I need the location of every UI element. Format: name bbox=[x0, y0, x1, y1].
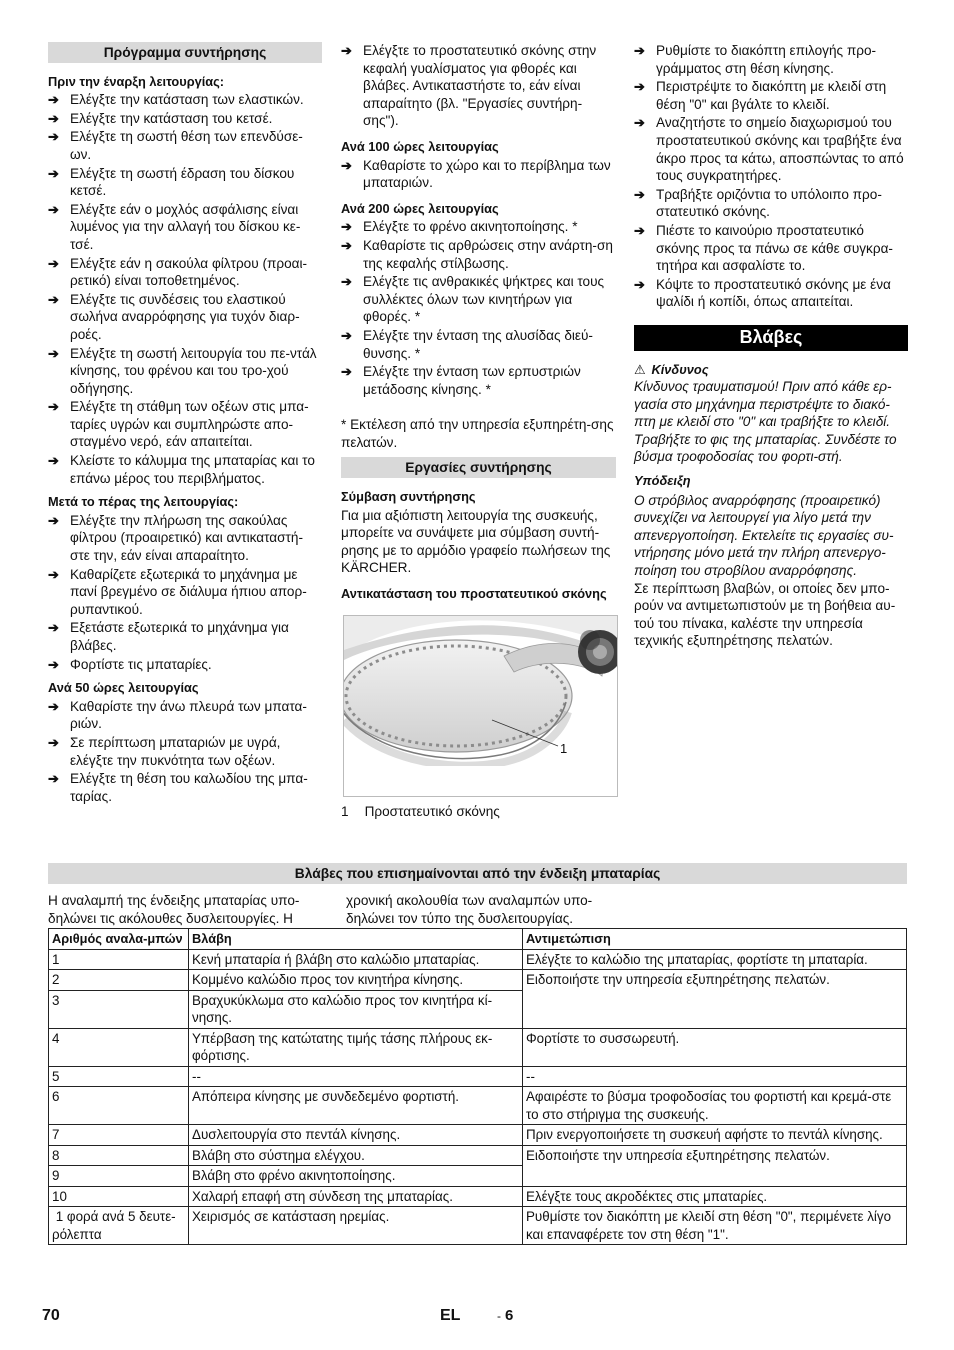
cell-fault: Βλάβη στο σύστημα ελέγχου. bbox=[189, 1145, 523, 1166]
table-intro-left: Η αναλαμπή της ένδειξης μπαταρίας υπο-δηλώνει τις ακόλουθες δυσλειτουργίες. Η bbox=[48, 893, 300, 926]
danger-heading bbox=[634, 361, 908, 379]
cell-remedy: Ρυθμίστε τον διακόπτη με κλειδί στη θέση "0", περιμένετε λίγο και επαναφέρετε τον στη θέση "1". bbox=[523, 1207, 907, 1245]
list-item-text: Ελέγξτε τη στάθμη των οξέων στις μπα-ταρίες υγρών και συμπληρώστε απο-σταγμένο νερό, εάν απαιτείται. bbox=[70, 399, 309, 450]
list-item bbox=[48, 734, 322, 769]
list-item-text: Ελέγξτε την πλήρωση της σακούλας φίλτρου (προαιρετικό) και αντικαταστή-στε την, εάν είναι απαραίτητο. bbox=[70, 512, 303, 564]
list-item-text: Κλείστε το κάλυμμα της μπαταρίας και το επάνω μέρος του περιβλήματος. bbox=[70, 453, 315, 486]
cell-fault: -- bbox=[189, 1066, 523, 1087]
list-item-text: Ελέγξτε τη σωστή έδραση του δίσκου κετσέ. bbox=[70, 165, 295, 199]
list-item bbox=[48, 110, 322, 128]
list-item-text: Αναζητήστε το σημείο διαχωρισμού του προστατευτικού σκόνης και τραβήξτε ένα άκρο προς τα κάτω, αποσπώντας το από τους συγκρατητήρες. bbox=[656, 115, 904, 184]
page-number: 70 bbox=[42, 1307, 60, 1324]
figure-caption-text: Προστατευτικό σκόνης bbox=[364, 803, 500, 819]
column-1 bbox=[48, 42, 322, 806]
cell-remedy: Ελέγξτε τους ακροδέκτες στις μπαταρίες. bbox=[523, 1186, 907, 1207]
list-item bbox=[341, 42, 616, 130]
cell-flash-count: 7 bbox=[49, 1125, 189, 1146]
subheading-maintenance-contract: Σύμβαση συντήρησης bbox=[341, 489, 476, 505]
cell-fault: Δυσλειτουργία στο πεντάλ κίνησης. bbox=[189, 1125, 523, 1146]
table-row bbox=[49, 1066, 907, 1087]
arrow-bullet-icon: ➔ bbox=[341, 237, 352, 253]
arrow-bullet-icon: ➔ bbox=[48, 165, 59, 181]
danger-text: Κίνδυνος τραυματισμού! Πριν από κάθε ερ-γασία στο μηχάνημα περιστρέψτε το διακό-πτη με κλειδί στο "0" και τραβήξτε το κλειδί. Τραβήξτε το φις της μπαταρίας. Συνδέστε το βύσμα τροφοδοσίας του φορτι-στή. bbox=[634, 379, 897, 465]
list-item-text: Ελέγξτε τη θέση του καλωδίου της μπα-ταρίας. bbox=[70, 771, 308, 804]
contract-text: Για μια αξιόπιστη λειτουργία της συσκευής, μπορείτε να συνάψετε μια σύμβαση συντή-ρησης με το αρμόδιο γραφείο πωλήσεων της KÄRCHER. bbox=[341, 507, 611, 576]
table-row bbox=[49, 949, 907, 970]
list-item bbox=[341, 157, 616, 192]
list-item-text: Ρυθμίστε το διακόπτη επιλογής προ-γράμματος στη θέση κίνησης. bbox=[656, 43, 877, 76]
dust-guard-illustration bbox=[344, 616, 617, 796]
subheading-100-hours: Ανά 100 ώρες λειτουργίας bbox=[341, 138, 499, 154]
list-item-text: Πιέστε το καινούριο προστατευτικό σκόνης προς τα πάνω σε κάθε συγκρα-τητήρα και ασφαλίστε το. bbox=[656, 222, 893, 274]
cell-fault: Χειρισμός σε κατάσταση ηρεμίας. bbox=[189, 1207, 523, 1245]
cell-fault: Χαλαρή επαφή στη σύνδεση της μπαταρίας. bbox=[189, 1186, 523, 1207]
list-item bbox=[48, 698, 322, 733]
arrow-bullet-icon: ➔ bbox=[48, 656, 59, 672]
table-row bbox=[49, 1087, 907, 1125]
figure-caption bbox=[341, 803, 616, 821]
list-item-text: Κόψτε το προστατευτικό σκόνης με ένα ψαλίδι ή κοπίδι, όπως απαιτείται. bbox=[656, 276, 891, 310]
sub-page-value: 6 bbox=[505, 1307, 514, 1324]
list-item-text: Εξετάστε εξωτερικά το μηχάνημα για βλάβες. bbox=[70, 620, 289, 653]
list-item bbox=[634, 222, 908, 275]
list-item-text: Ελέγξτε εάν ο μοχλός ασφάλισης είναι λυμένος για την αλλαγή του δίσκου κε-τσέ. bbox=[70, 201, 301, 252]
list-item bbox=[48, 201, 322, 254]
arrow-bullet-icon: ➔ bbox=[48, 453, 59, 469]
list-item bbox=[341, 273, 616, 326]
arrow-bullet-icon: ➔ bbox=[341, 327, 352, 343]
sub-page-number bbox=[497, 1307, 513, 1326]
cell-flash-count: 4 bbox=[49, 1028, 189, 1066]
arrow-bullet-icon: ➔ bbox=[48, 255, 59, 271]
list-item-text: Ελέγξτε τη σωστή λειτουργία του πε-ντάλ κίνησης, του φρένου και του τρο-χού οδήγησης. bbox=[70, 345, 317, 396]
hint-title: Υπόδειξη bbox=[634, 473, 691, 489]
arrow-bullet-icon: ➔ bbox=[48, 201, 59, 217]
arrow-bullet-icon: ➔ bbox=[48, 291, 59, 307]
list-item-text: Ελέγξτε την ένταση της αλυσίδας διεύ-θυνσης. * bbox=[363, 327, 593, 361]
arrow-bullet-icon: ➔ bbox=[634, 43, 645, 58]
dust-guard-figure bbox=[343, 615, 618, 797]
list-item-text: Ελέγξτε τις ανθρακικές ψήκτρες και τους συλλέκτες όλων των κινητήρων για φθορές. * bbox=[363, 274, 605, 325]
table-intro-right: χρονική ακολουθία των αναλαμπών υπο-δηλώνει τον τύπο της δυσλειτουργίας. bbox=[346, 893, 593, 926]
battery-fault-table bbox=[48, 928, 907, 1245]
arrow-bullet-icon: ➔ bbox=[48, 771, 59, 787]
table-row bbox=[49, 1028, 907, 1066]
cell-flash-count: 5 bbox=[49, 1066, 189, 1087]
table-row bbox=[49, 970, 907, 991]
subheading-after-operation: Μετά το πέρας της λειτουργίας: bbox=[48, 494, 239, 510]
list-item bbox=[341, 237, 616, 272]
arrow-bullet-icon: ➔ bbox=[48, 129, 59, 145]
arrow-bullet-icon: ➔ bbox=[48, 734, 59, 750]
cell-fault: Υπέρβαση της κατώτατης τιμής τάσης πλήρους εκ-φόρτισης. bbox=[189, 1028, 523, 1066]
table-row bbox=[49, 1186, 907, 1207]
list-item bbox=[634, 78, 908, 113]
cell-remedy: Ειδοποιήστε την υπηρεσία εξυπηρέτησης πελατών. bbox=[523, 1145, 907, 1186]
list-item bbox=[48, 91, 322, 109]
subheading-replace-dust-guard: Αντικατάσταση του προστατευτικού σκόνης bbox=[341, 586, 607, 602]
arrow-bullet-icon: ➔ bbox=[341, 364, 352, 380]
cell-flash-count: 10 bbox=[49, 1186, 189, 1207]
list-item-text: Ελέγξτε την κατάσταση των ελαστικών. bbox=[70, 92, 304, 108]
list-item bbox=[634, 42, 908, 77]
list-item-text: Ελέγξτε τις συνδέσεις του ελαστικού σωλήνα αναρρόφησης για τυχόν διαρ-ροές. bbox=[70, 291, 300, 342]
cell-fault: Βλάβη στο φρένο ακινητοποίησης. bbox=[189, 1166, 523, 1187]
list-item bbox=[48, 291, 322, 344]
list-item bbox=[48, 770, 322, 805]
cell-fault: Κενή μπαταρία ή βλάβη στο καλώδιο μπαταρίας. bbox=[189, 949, 523, 970]
header-flash-count: Αριθμός αναλα-μπών bbox=[49, 929, 189, 950]
list-item bbox=[48, 512, 322, 565]
before-list bbox=[48, 91, 322, 487]
arrow-bullet-icon: ➔ bbox=[634, 115, 645, 131]
list-item-text: Ελέγξτε εάν η σακούλα φίλτρου (προαι-ρετικό) είναι τοποθετημένος. bbox=[70, 255, 308, 289]
list-item bbox=[341, 327, 616, 362]
cell-remedy: Αφαιρέστε το βύσμα τροφοδοσίας του φορτιστή και κρεμά-στε το στο στήριγμα της συσκευής. bbox=[523, 1087, 907, 1125]
list-item-text: Σε περίπτωση μπαταριών με υγρά, ελέγξτε την πυκνότητα των οξέων. bbox=[70, 734, 281, 768]
hint-text: Ο στρόβιλος αναρρόφησης (προαιρετικό) συνεχίζει να λειτουργεί για λίγο μετά την απενεργοποίηση. Εκτελείτε τις εργασίες συ-ντήρησης μόνο μετά την πλήρη απενεργο-ποίηση του στροβίλου αναρρόφησης. bbox=[634, 492, 894, 579]
arrow-bullet-icon: ➔ bbox=[48, 92, 59, 108]
cell-fault: Απόπειρα κίνησης με συνδεδεμένο φορτιστή. bbox=[189, 1087, 523, 1125]
arrow-bullet-icon: ➔ bbox=[48, 566, 59, 582]
h50-list bbox=[48, 698, 322, 806]
subheading-before-operation: Πριν την έναρξη λειτουργίας: bbox=[48, 73, 225, 89]
page-footer bbox=[0, 1307, 954, 1327]
figure-callout-1: 1 bbox=[560, 740, 568, 756]
list-item bbox=[634, 114, 908, 184]
warning-triangle-icon: ⚠ bbox=[634, 361, 646, 377]
header-remedy: Αντιμετώπιση bbox=[523, 929, 907, 950]
table-row bbox=[49, 1207, 907, 1245]
table-intro bbox=[48, 892, 628, 927]
table-row bbox=[49, 1125, 907, 1146]
list-item bbox=[48, 345, 322, 398]
list-item-text: Φορτίστε τις μπαταρίες. bbox=[70, 656, 212, 672]
list-item bbox=[48, 128, 322, 163]
arrow-bullet-icon: ➔ bbox=[341, 157, 352, 173]
arrow-bullet-icon: ➔ bbox=[634, 222, 645, 238]
sub-page-dash: - bbox=[497, 1309, 501, 1323]
danger-title: Κίνδυνος bbox=[651, 361, 709, 377]
list-item bbox=[341, 363, 616, 398]
section-title-maintenance-schedule: Πρόγραμμα συντήρησης bbox=[48, 42, 322, 63]
footnote: * Εκτέλεση από την υπηρεσία εξυπηρέτη-σης πελατών. bbox=[341, 417, 614, 450]
cell-remedy: Φορτίστε το συσσωρευτή. bbox=[523, 1028, 907, 1066]
arrow-bullet-icon: ➔ bbox=[48, 698, 59, 714]
arrow-bullet-icon: ➔ bbox=[634, 79, 645, 95]
list-item bbox=[48, 398, 322, 451]
arrow-bullet-icon: ➔ bbox=[341, 274, 352, 290]
list-item bbox=[341, 218, 616, 236]
cell-remedy: Ελέγξτε το καλώδιο της μπαταρίας, φορτίστε τη μπαταρία. bbox=[523, 949, 907, 970]
arrow-bullet-icon: ➔ bbox=[48, 620, 59, 636]
section-title-faults: Βλάβες bbox=[634, 325, 908, 351]
list-item bbox=[634, 276, 908, 311]
arrow-bullet-icon: ➔ bbox=[634, 276, 645, 292]
table-header-row bbox=[49, 929, 907, 950]
cell-flash-count: 3 bbox=[49, 990, 189, 1028]
list-item bbox=[48, 619, 322, 654]
cell-flash-count: 8 bbox=[49, 1145, 189, 1166]
list-item bbox=[48, 165, 322, 200]
arrow-bullet-icon: ➔ bbox=[341, 219, 352, 235]
arrow-bullet-icon: ➔ bbox=[48, 512, 59, 528]
arrow-bullet-icon: ➔ bbox=[48, 399, 59, 415]
list-item-text: Ελέγξτε τη σωστή θέση των επενδύσε-ων. bbox=[70, 129, 303, 162]
list-item-text: Καθαρίστε τις αρθρώσεις στην ανάρτη-ση της κεφαλής στίλβωσης. bbox=[363, 237, 613, 271]
cell-remedy: -- bbox=[523, 1066, 907, 1087]
subheading-200-hours: Ανά 200 ώρες λειτουργίας bbox=[341, 200, 499, 216]
after-list bbox=[48, 512, 322, 673]
column-2 bbox=[341, 42, 616, 820]
cell-remedy: Ειδοποιήστε την υπηρεσία εξυπηρέτησης πελατών. bbox=[523, 970, 907, 1029]
list-item-text: Ελέγξτε την ένταση των ερπυστριών μετάδοσης κίνησης. * bbox=[363, 364, 581, 397]
list-item-text: Ελέγξτε το φρένο ακινητοποίησης. * bbox=[363, 219, 578, 235]
col2-top-list bbox=[341, 42, 616, 130]
list-item bbox=[634, 186, 908, 221]
cell-flash-count: 1 bbox=[49, 949, 189, 970]
h200-list bbox=[341, 218, 616, 398]
arrow-bullet-icon: ➔ bbox=[48, 345, 59, 361]
cell-flash-count: 1 φορά ανά 5 δευτε-ρόλεπτα bbox=[49, 1207, 189, 1245]
arrow-bullet-icon: ➔ bbox=[48, 110, 59, 126]
cell-flash-count: 2 bbox=[49, 970, 189, 991]
list-item-text: Καθαρίστε το χώρο και το περίβλημα των μπαταριών. bbox=[363, 157, 611, 191]
column-3 bbox=[634, 42, 908, 650]
list-item-text: Ελέγξτε το προστατευτικό σκόνης στην κεφαλή γυαλίσματος για φθορές και βλάβες. Αντικαταστήστε το, εάν είναι απαραίτητο (βλ. "Εργασίες συντήρη-σης"). bbox=[363, 43, 597, 129]
list-item-text: Ελέγξτε την κατάσταση του κετσέ. bbox=[70, 110, 273, 126]
figure-caption-number: 1 bbox=[341, 803, 349, 819]
list-item bbox=[48, 255, 322, 290]
section-title-battery-faults: Βλάβες που επισημαίνονται από την ένδειξη μπαταρίας bbox=[48, 863, 907, 884]
subheading-50-hours: Ανά 50 ώρες λειτουργίας bbox=[48, 680, 199, 696]
h100-list bbox=[341, 157, 616, 192]
list-item-text: Καθαρίστε την άνω πλευρά των μπατα-ριών. bbox=[70, 698, 307, 732]
list-item bbox=[48, 452, 322, 487]
language-code: EL bbox=[440, 1307, 461, 1324]
col3-top-list bbox=[634, 42, 908, 311]
cell-flash-count: 6 bbox=[49, 1087, 189, 1125]
cell-remedy: Πριν ενεργοποιήσετε τη συσκευή αφήστε το πεντάλ κίνησης. bbox=[523, 1125, 907, 1146]
header-fault: Βλάβη bbox=[189, 929, 523, 950]
section-title-maintenance-work: Εργασίες συντήρησης bbox=[341, 457, 616, 478]
list-item-text: Τραβήξτε οριζόντια το υπόλοιπο προ-στατευτικό σκόνης. bbox=[656, 186, 882, 220]
list-item-text: Καθαρίζετε εξωτερικά το μηχάνημα με πανί βρεγμένο σε διάλυμα ήπιου απορ-ρυπαντικού. bbox=[70, 566, 307, 617]
arrow-bullet-icon: ➔ bbox=[341, 43, 352, 58]
list-item-text: Περιστρέψτε το διακόπτη με κλειδί στη θέση "0" και βγάλτε το κλειδί. bbox=[656, 79, 887, 112]
table-row bbox=[49, 1145, 907, 1166]
cell-flash-count: 9 bbox=[49, 1166, 189, 1187]
service-text: Σε περίπτωση βλαβών, οι οποίες δεν μπο-ρούν να αντιμετωπιστούν με τη βοήθεια αυ-τού του πίνακα, καλέστε την υπηρεσία τεχνικής εξυπηρέτησης πελατών. bbox=[634, 580, 896, 649]
cell-fault: Κομμένο καλώδιο προς τον κινητήρα κίνησης. bbox=[189, 970, 523, 991]
cell-fault: Βραχυκύκλωμα στο καλώδιο προς τον κινητήρα κί-νησης. bbox=[189, 990, 523, 1028]
list-item bbox=[48, 656, 322, 674]
arrow-bullet-icon: ➔ bbox=[634, 186, 645, 202]
list-item bbox=[48, 566, 322, 619]
